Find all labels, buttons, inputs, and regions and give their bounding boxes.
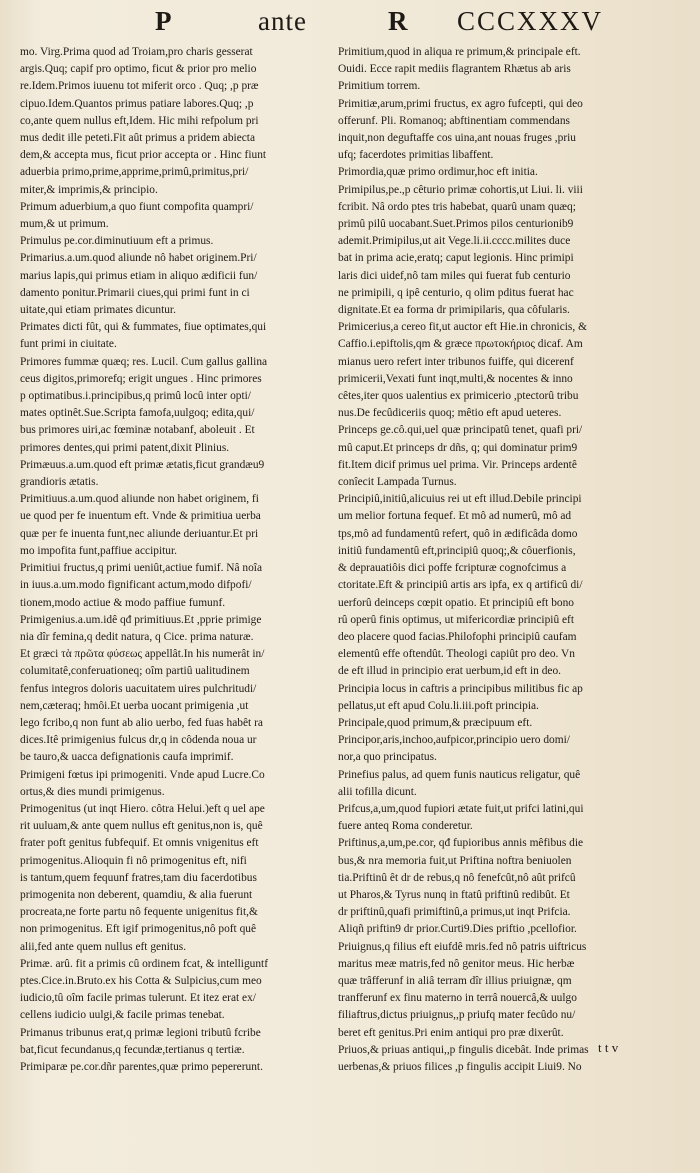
text-line: co,ante quem nullus eft,Idem. Hic mihi refpolum pri bbox=[20, 114, 259, 127]
text-line: Caffio.i.epiftolis,qm & græce πρωτοκήριος dicaf. Am bbox=[338, 338, 583, 351]
text-line: argis.Quq; capif pro optimo, ficut & prior pro melio bbox=[20, 63, 257, 76]
text-line: dem,& accepta mus, ficut prior accepta or . Hinc fiunt bbox=[20, 149, 267, 162]
text-line: Primulus pe.cor.diminutiuum eft a primus. bbox=[20, 235, 214, 248]
text-line: inquit,non deguftaffe cos uina,ant nouas fruges ,priu bbox=[338, 132, 576, 145]
text-line: beret eft genitus.Pri enim antiqui pro præ dixerût. bbox=[338, 1026, 564, 1039]
text-line: ceus digitos,primorefq; erigit ungues . Hinc primores bbox=[20, 372, 262, 385]
text-line: Principale,quod primum,& præcipuum eft. bbox=[338, 716, 533, 729]
text-line: nia dîr femina,q dedit natura, q Cice. prima naturæ. bbox=[20, 630, 254, 643]
text-line: Primores fummæ quæq; res. Lucil. Cum gallus gallina bbox=[20, 355, 268, 368]
text-line: ut Pharos,& Tyrus nunq in ftatû priftinû redibût. Et bbox=[338, 888, 570, 901]
text-line: Primarius.a.um.quod aliunde nô habet originem.Pri/ bbox=[20, 252, 257, 265]
text-line: Primogenitus (ut inqt Hiero. côtra Helui.)eft q uel ape bbox=[20, 802, 265, 815]
text-line: Primitiuus.a.um.quod aliunde non habet originem, fi bbox=[20, 493, 259, 506]
text-line: Primitium,quod in aliqua re primum,& principale eft. bbox=[338, 46, 581, 58]
text-line: ctoritate.Eft & principiû artis ars ipfa, ex q artificû di/ bbox=[338, 579, 583, 592]
text-line: Primum aduerbium,a quo fiunt compofita quampri/ bbox=[20, 200, 254, 213]
text-line: tia.Priftinû êt dr de rebus,q nô fenefcût,nô aût prifcû bbox=[338, 871, 576, 884]
text-line: dignitate.Et ea forma dr primipilaris, qua côfularis. bbox=[338, 304, 570, 317]
text-line: marius lapis,qui primus etiam in aliquo ædificii fun/ bbox=[20, 269, 258, 282]
right-text-column bbox=[338, 44, 680, 1076]
text-line: pellatus,ut eft apud Colu.li.iii.poft principia. bbox=[338, 699, 539, 712]
text-line: tionem,modo actiue & modo paffiue fumunf. bbox=[20, 596, 226, 609]
text-line: funt primi in ciuitate. bbox=[20, 338, 117, 351]
text-line: Prinefius palus, ad quem funis nauticus religatur, quê bbox=[338, 768, 581, 781]
text-line: bus,& nra memoria fuit,ut Priftina noftra beniuolen bbox=[338, 854, 572, 867]
text-line: primicerii,Vexati funt inqt,multi,& nocentes & inno bbox=[338, 372, 573, 385]
text-line: primû pilû uocabant.Suet.Primos pilos centurionib9 bbox=[338, 218, 574, 231]
text-line: ne primipili, q ipê centurio, q olim pditus fuerat hac bbox=[338, 286, 574, 299]
text-line: grandioris ætatis. bbox=[20, 476, 99, 489]
text-line: mum,& ut primum. bbox=[20, 218, 109, 231]
text-line: Primitiæ,arum,primi fructus, ex agro fufcepti, qui deo bbox=[338, 97, 583, 110]
text-line: Primiparæ pe.cor.dñr parentes,quæ primo pepererunt. bbox=[20, 1060, 263, 1073]
text-line: Primigeni fœtus ipi primogeniti. Vnde apud Lucre.Co bbox=[20, 768, 265, 781]
text-line: mo impofita funt,paffiue accipitur. bbox=[20, 544, 177, 557]
text-line: Primæ. arû. fit a primis cû ordinem fcat, & intelliguntf bbox=[20, 957, 269, 970]
text-line: Primanus tribunus erat,q primæ legioni tributû fcribe bbox=[20, 1026, 261, 1039]
text-line: rit uuluam,& ante quem nullus eft genitus,non is, quê bbox=[20, 820, 263, 833]
text-line: ptes.Cice.in.Bruto.ex his Cotta & Sulpicius,cum meo bbox=[20, 974, 262, 987]
text-line: ue quod per fe inuentum eft. Vnde & primitiua uerba bbox=[20, 510, 261, 523]
text-line: columitatê,conferuationeq; oîm partiû ualitudinem bbox=[20, 665, 250, 678]
text-line: um melior fortuna fequef. Et mô ad numerû, mô ad bbox=[338, 510, 572, 523]
text-line: tranfferunf ex finu materno in terrâ nouercâ,& uulgo bbox=[338, 992, 577, 1005]
text-line: Primipilus,pe.,p cêturio primæ cohortis,ut Liui. li. viii bbox=[338, 183, 583, 196]
text-line: conîecit Lampada Turnus. bbox=[338, 476, 457, 489]
folio-number: CCCXXXV bbox=[457, 6, 604, 36]
text-line: nus.De fecûdiceriis quoq; mêtio eft apud ueteres. bbox=[338, 407, 562, 420]
text-line: deo placere quod facias.Philofophi principiû caufam bbox=[338, 630, 577, 643]
text-line: be tauro,& uacca defignationis caufa imprimif. bbox=[20, 751, 234, 764]
text-line: damento ponitur.Primarii ciues,qui primi funt in ci bbox=[20, 286, 250, 299]
text-line: Principor,aris,inchoo,aufpicor,principio uero domi/ bbox=[338, 734, 570, 747]
text-line: dices.Itê primigenius fulcus dr,q in côdenda noua ur bbox=[20, 734, 257, 747]
text-line: quæ per fe inuenta funt,nec aliunde deriuantur.Et pri bbox=[20, 527, 259, 540]
text-line: offerunf. Pli. Romanoq; abftinentiam commendans bbox=[338, 114, 570, 127]
text-line: Et græci τὰ πρῶτα φύσεως appellât.In his numerât in/ bbox=[20, 648, 265, 661]
text-line: lego fcribo,q non funt ab alio uerbo, fed fuas habêt ra bbox=[20, 716, 263, 729]
text-line: Principia locus in caftris a principibus militibus fic ap bbox=[338, 682, 583, 695]
text-line: nem,cæteraq; hmôi.Et uerba uocant primigenia ,ut bbox=[20, 699, 249, 712]
text-line: procreata,ne forte partu nô fequente unigenitus fit,& bbox=[20, 906, 258, 919]
text-line: in iuus.a.um.modo fignificant actum,modo difpofi/ bbox=[20, 579, 252, 592]
text-line: miter,& imprimis,& principio. bbox=[20, 183, 158, 196]
text-line: laris dici uidef,nô tam miles qui fuerat fub centurio bbox=[338, 269, 571, 282]
header-letter-right: R bbox=[388, 6, 409, 36]
text-line: Primæuus.a.um.quod eft primæ ætatis,ficut grandæu9 bbox=[20, 458, 265, 471]
text-line: alii,fed ante quem nullus eft genitus. bbox=[20, 940, 187, 953]
text-line: Primigenius.a.um.idê qđ primitiuus.Et ,pprie primige bbox=[20, 613, 262, 626]
text-line: quæ trâfferunf in aliâ terram dîr illius priuignæ, qm bbox=[338, 974, 572, 987]
text-line: bat in prima acie,eratq; caput legionis. Hinc primipi bbox=[338, 252, 574, 265]
text-line: iudicio,tû oîm facile primas tulerunt. Et itez erat ex/ bbox=[20, 992, 256, 1005]
text-line: fenfus integros doloris uacuitatem uires pulchritudi/ bbox=[20, 682, 257, 695]
text-line: cellens iudicio uulgi,& facile primas tenebat. bbox=[20, 1009, 225, 1022]
text-line: Princeps ge.cô.qui,uel quæ principatû tenet, quafi pri/ bbox=[338, 424, 583, 437]
text-line: ademit.Primipilus,ut ait Vege.li.ii.cccc.milites duce bbox=[338, 235, 571, 248]
text-line: filiaftrus,dictus priuignus,,p priufq mater fecûdo nu/ bbox=[338, 1009, 576, 1022]
text-line: Prifcus,a,um,quod fupiori ætate fuit,ut prifci latini,qui bbox=[338, 802, 584, 815]
text-line: cipuo.Idem.Quantos primus patiare labores.Quq; ,p bbox=[20, 97, 254, 110]
text-line: uerbenas,& priuos filices ,p fingulis accipit Liui9. No bbox=[338, 1060, 582, 1073]
text-line: Primordia,quæ primo ordimur,hoc eft initia. bbox=[338, 166, 538, 179]
text-line: non primogenitus. Eft igif primogenitus,nô poft quê bbox=[20, 923, 257, 936]
text-line: elementû effe oftendût. Theologi capiût pro deo. Vn bbox=[338, 648, 575, 661]
text-line: uitate,qui etiam primates dicuntur. bbox=[20, 304, 176, 317]
text-line: mus dedit ille peteti.Fit aût primus a pridem abiecta bbox=[20, 132, 256, 145]
text-line: is tantum,quem fequunf fratres,tam diu facerdotibus bbox=[20, 871, 257, 884]
text-line: dr priftinû,quafi primiftinû,a primus,ut inqt Prifcia. bbox=[338, 906, 571, 919]
left-text-column bbox=[20, 44, 328, 1076]
text-line: primogenitus.Alioquin fi nô primogenitus eft, nifi bbox=[20, 854, 247, 867]
text-line: cêtes,iter quos ualentius ex primicerio ,ptectorû tribu bbox=[338, 390, 579, 403]
text-line: initiû fundamentû eft,principiû quoq;,& côuerfionis, bbox=[338, 544, 576, 557]
text-line: Primicerius,a cereo fit,ut auctor eft Hie.in chronicis, & bbox=[338, 321, 587, 334]
text-line: rû operû finis optimus, ut mifericordiæ principiû eft bbox=[338, 613, 574, 626]
text-line: frater poft genitus fubfequif. Et omnis vnigenitus eft bbox=[20, 837, 259, 850]
text-line: mianus uero refert inter tribunos fuiffe, qui dicerenf bbox=[338, 355, 574, 368]
running-head bbox=[0, 6, 700, 46]
text-line: Aliqñ priftin9 dr prior.Curti9.Dies priftio ,pcellofior. bbox=[338, 923, 577, 936]
text-line: mates optinêt.Sue.Scripta famofa,uulgoq; edita,qui/ bbox=[20, 407, 255, 420]
text-line: Primates dicti fût, qui & fummates, fiue optimates,qui bbox=[20, 321, 267, 334]
header-letter-left: P bbox=[155, 6, 173, 36]
text-line: Priftinus,a,um,pe.cor, qđ fupioribus annis mêfibus die bbox=[338, 837, 584, 850]
text-line: alii tofilla dicunt. bbox=[338, 785, 417, 798]
text-line: Priuignus,q filius eft eiufdê mris.fed nô patris uiftricus bbox=[338, 940, 587, 953]
text-line: Ouidi. Ecce rapit mediis flagrantem Rhætus ab aris bbox=[338, 63, 571, 76]
text-line: uerforû deinceps cœpit opatio. Et principiû eft bono bbox=[338, 596, 574, 609]
text-line: fuere anteq Roma conderetur. bbox=[338, 820, 473, 833]
text-line: p optimatibus.i.principibus,q primû locû inter opti/ bbox=[20, 390, 251, 403]
signature-mark: t t v bbox=[598, 1040, 619, 1055]
text-line: ortus,& dies mundi primigenus. bbox=[20, 785, 165, 798]
text-line: & deprauatiôis dici poffe fcripturæ cognofcimus a bbox=[338, 562, 567, 575]
text-line: de eft illud in principio erat uerbum,id eft in deo. bbox=[338, 665, 562, 678]
text-line: nor,a quo principatus. bbox=[338, 751, 437, 764]
text-line: Principiû,initiû,alicuius rei ut eft illud.Debile principi bbox=[338, 493, 582, 506]
text-line: fcribit. Nâ ordo ptes tris habebat, quarû unam quæq; bbox=[338, 200, 576, 213]
text-line: mo. Virg.Prima quod ad Troiam,pro charis gesserat bbox=[20, 46, 253, 58]
text-line: primores dentes,qui primi patent,dixit Plinius. bbox=[20, 441, 230, 454]
text-line: mû caput.Et princeps dr dñs, q; qui dominatur prim9 bbox=[338, 441, 578, 454]
text-line: Primitium torrem. bbox=[338, 80, 421, 93]
text-line: Primitiui fructus,q primi ueniût,actiue fumif. Nâ noîa bbox=[20, 562, 263, 575]
text-line: bat,ficut fecundanus,q fecundæ,tertianus q tertiæ. bbox=[20, 1043, 245, 1056]
text-line: tps,mô ad fundamentû refert, quô in ædificâda domo bbox=[338, 527, 578, 540]
text-line: ufq; facerdotes primitias libaffent. bbox=[338, 149, 494, 162]
text-line: fit.Item dicif primus uel prima. Vir. Princeps ardentê bbox=[338, 458, 577, 471]
text-line: primogenita non deberent, quamdiu, & alia fuerunt bbox=[20, 888, 253, 901]
text-line: re.Idem.Primos iuuenu tot miferit orco . Quq; ,p præ bbox=[20, 80, 259, 93]
text-line: Priuos,& priuas antiqui,,p fingulis dicebât. Inde primas bbox=[338, 1043, 589, 1056]
text-line: bus primores uiri,ac fœminæ notabanf, aboleuit . Et bbox=[20, 424, 255, 437]
text-line: aduerbia primo,prime,apprime,primû,primitus,pri/ bbox=[20, 166, 249, 179]
header-word: ante bbox=[258, 6, 307, 36]
text-line: maritus meæ matris,fed nô genitor meus. Hic herbæ bbox=[338, 957, 575, 970]
